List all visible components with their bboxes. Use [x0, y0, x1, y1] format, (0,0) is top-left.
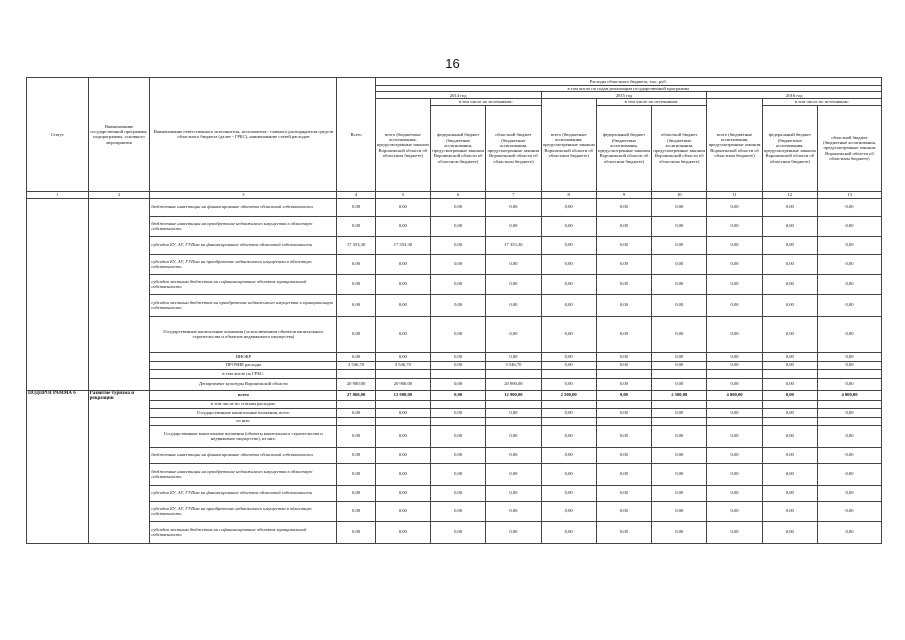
value-cell: 0,00 — [486, 447, 541, 463]
row-label: в том числе по статьям расходов: — [150, 400, 337, 408]
value-cell: 0,00 — [652, 447, 707, 463]
row-label: Департамент культуры Воронежской области — [150, 378, 337, 390]
value-cell: 0,00 — [762, 316, 817, 352]
value-cell: 0,00 — [375, 485, 430, 501]
value-cell: 0,00 — [486, 485, 541, 501]
value-cell — [486, 417, 541, 425]
header-reg-2014: областной бюджет (бюджетные ассигнования, предусмотренные законом Воронежской области об областном бюджете) — [486, 105, 541, 191]
value-cell: 0,00 — [337, 316, 375, 352]
table-row — [27, 216, 882, 236]
row-label: субсидии местным бюджетам на софинансирование объектов муниципальной собственности — [150, 521, 337, 543]
value-cell: 0,00 — [652, 361, 707, 369]
value-cell: 0,00 — [817, 216, 881, 236]
value-cell — [337, 369, 375, 378]
value-cell: 0,00 — [486, 254, 541, 274]
table-row — [27, 501, 882, 521]
value-cell — [486, 400, 541, 408]
value-cell — [652, 400, 707, 408]
value-cell: 0,00 — [337, 485, 375, 501]
value-cell: 0,00 — [430, 352, 485, 361]
value-cell — [596, 417, 651, 425]
value-cell: 17 353,30 — [337, 236, 375, 254]
row-label: бюджетные инвестиции на приобретение недвижимого имущества в областную собственность — [150, 216, 337, 236]
value-cell: 0,00 — [817, 425, 881, 447]
value-cell: 0,00 — [541, 236, 596, 254]
column-number: 5 — [375, 191, 430, 198]
value-cell: 0,00 — [762, 352, 817, 361]
value-cell: 0,00 — [596, 216, 651, 236]
value-cell: 0,00 — [707, 425, 762, 447]
value-cell: 0,00 — [817, 361, 881, 369]
value-cell: 0,00 — [430, 463, 485, 485]
value-cell — [337, 417, 375, 425]
value-cell: 0,00 — [430, 447, 485, 463]
column-numbers-row — [27, 191, 882, 198]
header-sources-2016: в том числе по источникам: — [762, 99, 881, 105]
value-cell: 0,00 — [817, 521, 881, 543]
value-cell: 0,00 — [430, 316, 485, 352]
value-cell: 0,00 — [375, 294, 430, 316]
value-cell: 0,00 — [337, 274, 375, 294]
table-row — [27, 463, 882, 485]
value-cell: 0,00 — [652, 352, 707, 361]
header-fed-2015: федеральный бюджет (бюджетные ассигнования, предусмотренные законом Воронежской области об областном бюджете) — [596, 105, 651, 191]
header-fed-2014: федеральный бюджет (бюджетные ассигнования, предусмотренные законом Воронежской области об областном бюджете) — [430, 105, 485, 191]
column-number: 3 — [150, 191, 337, 198]
column-number: 9 — [596, 191, 651, 198]
row-label: Государственные капитальные вложения (за исключением объектов капитального строительства и объектов недвижимого имущества) — [150, 316, 337, 352]
value-cell: 0,00 — [541, 198, 596, 216]
value-cell: 0,00 — [375, 352, 430, 361]
value-cell: 0,00 — [652, 521, 707, 543]
value-cell: 0,00 — [817, 352, 881, 361]
value-cell: 0,00 — [486, 501, 541, 521]
value-cell: 0,00 — [337, 216, 375, 236]
value-cell: 0,00 — [596, 236, 651, 254]
table-row — [27, 274, 882, 294]
value-cell: 20 900,00 — [486, 378, 541, 390]
value-cell: 0,00 — [541, 216, 596, 236]
value-cell: 0,00 — [707, 254, 762, 274]
value-cell: 0,00 — [596, 198, 651, 216]
table-row — [27, 361, 882, 369]
value-cell: 0,00 — [652, 216, 707, 236]
value-cell — [652, 369, 707, 378]
value-cell: 0,00 — [430, 408, 485, 417]
value-cell: 0,00 — [762, 485, 817, 501]
value-cell: 0,00 — [817, 408, 881, 417]
value-cell: 3 546,70 — [375, 361, 430, 369]
value-cell: 0,00 — [430, 236, 485, 254]
value-cell: 0,00 — [486, 463, 541, 485]
value-cell: 3 546,70 — [337, 361, 375, 369]
value-cell: 0,00 — [817, 198, 881, 216]
row-label: НИОКР — [150, 352, 337, 361]
value-cell: 0,00 — [596, 274, 651, 294]
value-cell: 0,00 — [430, 198, 485, 216]
value-cell: 0,00 — [541, 361, 596, 369]
value-cell: 0,00 — [762, 425, 817, 447]
value-cell: 0,00 — [652, 274, 707, 294]
value-cell: 0,00 — [541, 485, 596, 501]
value-cell: 0,00 — [762, 463, 817, 485]
value-cell — [486, 369, 541, 378]
value-cell — [596, 369, 651, 378]
value-cell — [817, 369, 881, 378]
table-row — [27, 369, 882, 378]
value-cell — [375, 369, 430, 378]
column-number: 7 — [486, 191, 541, 198]
value-cell: 0,00 — [430, 390, 485, 400]
value-cell: 0,00 — [486, 425, 541, 447]
value-cell: 0,00 — [707, 216, 762, 236]
row-label: бюджетные инвестиции на финансирование объектов областной собственности — [150, 198, 337, 216]
table-row — [27, 425, 882, 447]
value-cell: 0,00 — [762, 254, 817, 274]
header-reg-2016: областной бюджет (бюджетные ассигнования, предусмотренные законом Воронежской области об областном бюджете) — [817, 105, 881, 191]
table-row — [27, 521, 882, 543]
value-cell: 0,00 — [652, 254, 707, 274]
value-cell: 0,00 — [541, 316, 596, 352]
value-cell — [817, 417, 881, 425]
value-cell: 0,00 — [707, 352, 762, 361]
value-cell: 0,00 — [596, 294, 651, 316]
value-cell: 0,00 — [541, 378, 596, 390]
table-row — [27, 408, 882, 417]
value-cell: 20 900,00 — [337, 378, 375, 390]
value-cell: 0,00 — [817, 463, 881, 485]
row-label: субсидии местным бюджетам на софинансирование объектов муниципальной собственности — [150, 274, 337, 294]
value-cell: 0,00 — [596, 485, 651, 501]
row-label: Государственные капитальные вложения (объекты капитального строительства и недвижимое имущество), из них: — [150, 425, 337, 447]
value-cell: 0,00 — [596, 408, 651, 417]
value-cell — [652, 417, 707, 425]
header-expenses: Расходы областного бюджета, тыс. руб. — [375, 78, 881, 86]
value-cell: 0,00 — [596, 254, 651, 274]
row-label: из них: — [150, 417, 337, 425]
value-cell — [762, 400, 817, 408]
column-number: 2 — [88, 191, 150, 198]
row-label: в том числе по ГРБС: — [150, 369, 337, 378]
value-cell: 0,00 — [652, 378, 707, 390]
value-cell: 0,00 — [337, 352, 375, 361]
value-cell: 0,00 — [541, 254, 596, 274]
value-cell: 0,00 — [762, 521, 817, 543]
column-number: 6 — [430, 191, 485, 198]
header-executor: Наименование ответственного исполнителя, исполнителя - главного распорядителя средств областного бюджета (далее - ГРБС), наименование статей расходов — [150, 78, 337, 192]
value-cell: 0,00 — [596, 316, 651, 352]
value-cell: 0,00 — [486, 352, 541, 361]
value-cell: 0,00 — [652, 425, 707, 447]
value-cell: 0,00 — [375, 216, 430, 236]
value-cell: 0,00 — [652, 463, 707, 485]
value-cell: 0,00 — [817, 274, 881, 294]
row-label: субсидии БУ, АУ, ГУПам на приобретение недвижимого имущества в областную собственность — [150, 254, 337, 274]
column-number: 12 — [762, 191, 817, 198]
value-cell: 0,00 — [707, 463, 762, 485]
value-cell — [337, 400, 375, 408]
value-cell: 0,00 — [817, 485, 881, 501]
value-cell — [707, 400, 762, 408]
row-label: субсидии БУ, АУ, ГУПам на приобретение недвижимого имущества в областную собственность — [150, 501, 337, 521]
value-cell: 0,00 — [762, 236, 817, 254]
row-label: Государственные капитальные вложения, всего — [150, 408, 337, 417]
value-cell — [430, 417, 485, 425]
value-cell — [541, 417, 596, 425]
value-cell: 2 500,00 — [541, 390, 596, 400]
value-cell: 0,00 — [541, 352, 596, 361]
value-cell: 0,00 — [337, 521, 375, 543]
value-cell: 4 000,00 — [817, 390, 881, 400]
value-cell — [707, 417, 762, 425]
value-cell: 0,00 — [762, 198, 817, 216]
value-cell: 0,00 — [375, 254, 430, 274]
value-cell: 0,00 — [596, 501, 651, 521]
value-cell: 0,00 — [375, 316, 430, 352]
value-cell: 0,00 — [817, 378, 881, 390]
row-label: субсидии местным бюджетам на приобретение недвижимого имущества в муниципальную собственность — [150, 294, 337, 316]
value-cell: 12 900,00 — [486, 390, 541, 400]
value-cell: 0,00 — [762, 408, 817, 417]
value-cell: 0,00 — [486, 408, 541, 417]
value-cell: 0,00 — [541, 447, 596, 463]
row-label: бюджетные инвестиции на финансирование объектов областной собственности — [150, 447, 337, 463]
row-label: бюджетные инвестиции на приобретение недвижимого имущества в областную собственность — [150, 463, 337, 485]
value-cell: 0,00 — [337, 294, 375, 316]
value-cell: 0,00 — [430, 521, 485, 543]
header-year-2016: 2016 год — [707, 92, 882, 99]
value-cell: 0,00 — [596, 352, 651, 361]
value-cell: 0,00 — [762, 447, 817, 463]
status-cell-empty — [27, 198, 89, 390]
value-cell: 0,00 — [596, 447, 651, 463]
value-cell — [762, 417, 817, 425]
value-cell: 17 353,30 — [486, 236, 541, 254]
value-cell: 12 900,00 — [375, 390, 430, 400]
header-year-2015: 2015 год — [541, 92, 707, 99]
value-cell: 0,00 — [596, 521, 651, 543]
value-cell: 0,00 — [707, 198, 762, 216]
value-cell — [430, 400, 485, 408]
header-name: Наименование государственной программы, подпрограммы, основного мероприятия — [88, 78, 150, 192]
value-cell: 27 860,00 — [337, 390, 375, 400]
value-cell: 0,00 — [652, 316, 707, 352]
value-cell: 0,00 — [652, 198, 707, 216]
value-cell: 0,00 — [762, 390, 817, 400]
value-cell: 0,00 — [596, 378, 651, 390]
column-number: 10 — [652, 191, 707, 198]
table-row — [27, 294, 882, 316]
subprogram-status: ПОДПРОГРАММА 6 — [27, 390, 89, 543]
value-cell — [541, 369, 596, 378]
table-row — [27, 316, 882, 352]
row-label: субсидии БУ, АУ, ГУПам на финансирование объектов областной собственности — [150, 236, 337, 254]
value-cell: 2 500,00 — [652, 390, 707, 400]
value-cell: 0,00 — [762, 361, 817, 369]
header-all-2016: всего (бюджетные ассигнования, предусмотренные законом Воронежской области об областном бюджете) — [707, 99, 762, 191]
value-cell — [596, 400, 651, 408]
value-cell: 0,00 — [541, 463, 596, 485]
value-cell: 17 353,30 — [375, 236, 430, 254]
value-cell: 0,00 — [337, 254, 375, 274]
value-cell: 0,00 — [375, 463, 430, 485]
value-cell: 0,00 — [652, 408, 707, 417]
value-cell: 0,00 — [541, 501, 596, 521]
value-cell: 0,00 — [707, 501, 762, 521]
value-cell — [375, 400, 430, 408]
table-row — [27, 390, 882, 400]
value-cell: 0,00 — [707, 378, 762, 390]
header-reg-2015: областной бюджет (бюджетные ассигнования, предусмотренные законом Воронежской области об областном бюджете) — [652, 105, 707, 191]
table-row — [27, 417, 882, 425]
value-cell: 0,00 — [486, 198, 541, 216]
value-cell: 0,00 — [430, 501, 485, 521]
value-cell: 0,00 — [430, 294, 485, 316]
header-fed-2016: федеральный бюджет (бюджетные ассигнования, предусмотренные законом Воронежской области об областном бюджете) — [762, 105, 817, 191]
value-cell: 0,00 — [652, 501, 707, 521]
value-cell: 0,00 — [707, 447, 762, 463]
value-cell: 0,00 — [337, 463, 375, 485]
value-cell: 0,00 — [652, 485, 707, 501]
value-cell: 0,00 — [430, 378, 485, 390]
value-cell: 0,00 — [430, 425, 485, 447]
value-cell: 0,00 — [596, 425, 651, 447]
value-cell: 0,00 — [375, 521, 430, 543]
header-by-years: в том числе по годам реализации государственной программы — [375, 86, 881, 92]
value-cell: 0,00 — [375, 408, 430, 417]
value-cell: 0,00 — [707, 294, 762, 316]
value-cell: 0,00 — [652, 294, 707, 316]
row-label: всего — [150, 390, 337, 400]
header-status: Статус — [27, 78, 89, 192]
column-number: 1 — [27, 191, 89, 198]
value-cell: 0,00 — [486, 316, 541, 352]
value-cell: 0,00 — [375, 198, 430, 216]
value-cell: 0,00 — [375, 425, 430, 447]
budget-table — [26, 77, 882, 544]
value-cell: 0,00 — [430, 254, 485, 274]
row-label: ПРОЧИЕ расходы — [150, 361, 337, 369]
value-cell: 0,00 — [707, 485, 762, 501]
table-row — [27, 447, 882, 463]
value-cell — [762, 369, 817, 378]
subprogram-name: Развитие туризма и рекреации — [88, 390, 150, 543]
value-cell: 0,00 — [486, 274, 541, 294]
value-cell: 0,00 — [486, 294, 541, 316]
header-year-2014: 2014 год — [375, 92, 541, 99]
header-all-2015: всего (бюджетные ассигнования, предусмотренные законом Воронежской области об областном бюджете) — [541, 99, 596, 191]
value-cell: 0,00 — [762, 378, 817, 390]
table-row — [27, 352, 882, 361]
value-cell: 0,00 — [486, 216, 541, 236]
table-row — [27, 198, 882, 216]
value-cell: 0,00 — [707, 408, 762, 417]
value-cell: 0,00 — [817, 236, 881, 254]
table-row — [27, 485, 882, 501]
value-cell: 0,00 — [596, 463, 651, 485]
value-cell: 0,00 — [541, 294, 596, 316]
value-cell: 0,00 — [652, 236, 707, 254]
value-cell: 0,00 — [707, 274, 762, 294]
value-cell: 0,00 — [541, 274, 596, 294]
value-cell: 4 000,00 — [707, 390, 762, 400]
value-cell: 0,00 — [817, 294, 881, 316]
value-cell: 0,00 — [541, 425, 596, 447]
value-cell: 0,00 — [762, 294, 817, 316]
header-sources-2014: в том числе по источникам: — [430, 99, 541, 105]
row-label: субсидии БУ, АУ, ГУПам на финансирование объектов областной собственности — [150, 485, 337, 501]
table-row — [27, 378, 882, 390]
header-all-2014: всего (бюджетные ассигнования, предусмотренные законом Воронежской области об областном бюджете) — [375, 99, 430, 191]
value-cell: 0,00 — [817, 447, 881, 463]
value-cell: 0,00 — [337, 447, 375, 463]
value-cell: 20 900,00 — [375, 378, 430, 390]
value-cell: 0,00 — [596, 390, 651, 400]
value-cell: 0,00 — [541, 408, 596, 417]
value-cell: 0,00 — [596, 361, 651, 369]
table-row — [27, 254, 882, 274]
header-total: Всего — [337, 78, 375, 192]
value-cell: 0,00 — [430, 274, 485, 294]
value-cell: 3 546,70 — [486, 361, 541, 369]
value-cell: 0,00 — [337, 408, 375, 417]
value-cell: 0,00 — [762, 274, 817, 294]
column-number: 8 — [541, 191, 596, 198]
table-row — [27, 236, 882, 254]
page-number: 16 — [445, 56, 460, 71]
value-cell: 0,00 — [337, 425, 375, 447]
value-cell — [707, 369, 762, 378]
header-sources-2015: в том числе по источникам: — [596, 99, 707, 105]
value-cell: 0,00 — [762, 501, 817, 521]
table-row — [27, 400, 882, 408]
value-cell — [375, 417, 430, 425]
value-cell: 0,00 — [817, 254, 881, 274]
name-cell-empty — [88, 198, 150, 390]
value-cell: 0,00 — [375, 274, 430, 294]
value-cell: 0,00 — [707, 521, 762, 543]
value-cell: 0,00 — [375, 447, 430, 463]
value-cell: 0,00 — [375, 501, 430, 521]
value-cell: 0,00 — [486, 521, 541, 543]
value-cell: 0,00 — [707, 361, 762, 369]
value-cell: 0,00 — [541, 521, 596, 543]
value-cell: 0,00 — [817, 316, 881, 352]
value-cell: 0,00 — [707, 316, 762, 352]
value-cell: 0,00 — [430, 361, 485, 369]
value-cell: 0,00 — [707, 236, 762, 254]
value-cell: 0,00 — [762, 216, 817, 236]
value-cell — [430, 369, 485, 378]
value-cell: 0,00 — [817, 501, 881, 521]
value-cell — [817, 400, 881, 408]
value-cell: 0,00 — [430, 216, 485, 236]
column-number: 4 — [337, 191, 375, 198]
value-cell — [541, 400, 596, 408]
column-number: 11 — [707, 191, 762, 198]
column-number: 13 — [817, 191, 881, 198]
value-cell: 0,00 — [430, 485, 485, 501]
value-cell: 0,00 — [337, 198, 375, 216]
value-cell: 0,00 — [337, 501, 375, 521]
